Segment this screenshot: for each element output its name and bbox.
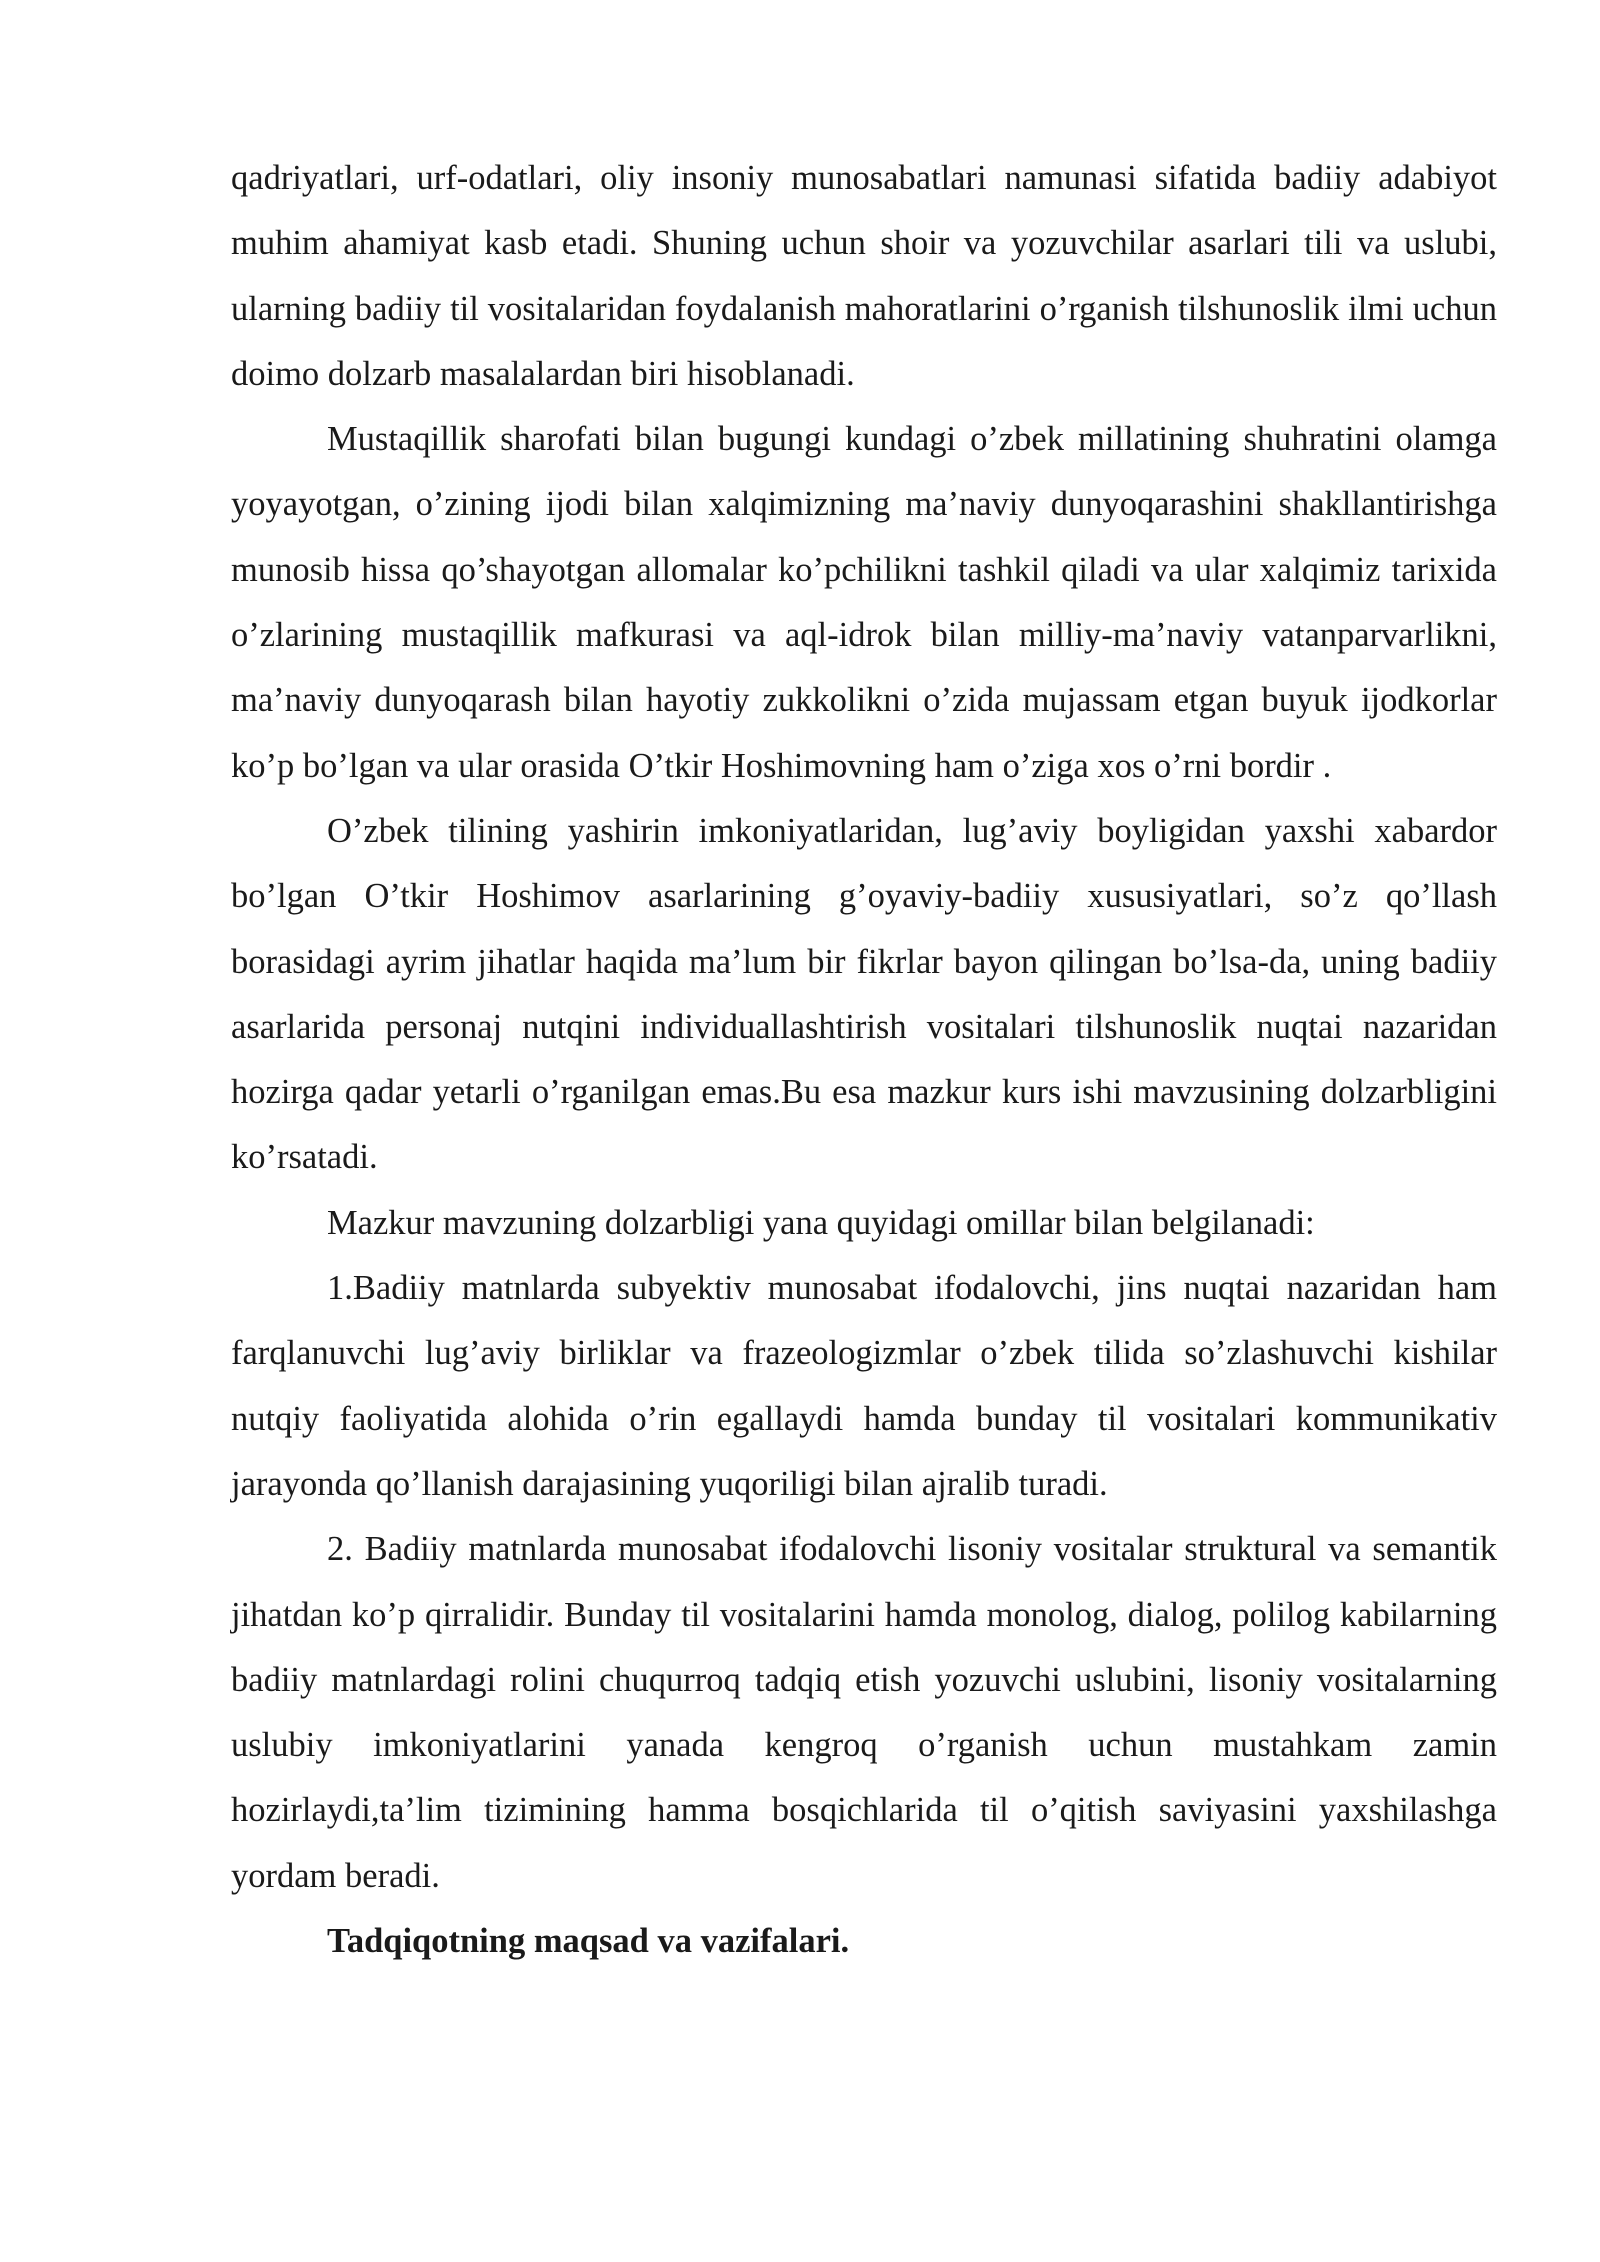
- paragraph-factor-2: 2. Badiiy matnlarda munosabat ifodalovchi lisoniy vositalar struktural va semantik jihatdan ko’p qirralidir. Bunday til vositalarini hamda monolog, dialog, polilog kabilarning badiiy matnlardagi rolini chuqurroq tadqiq etish yozuvchi uslubini, lisoniy vositalarning uslubiy imkoniyatlarini yanada kengroq o’rganish uchun mustahkam zamin hozirlaydi,ta’lim tizimining hamma bosqichlarida til o’qitish saviyasini yaxshilashga yordam beradi.: [231, 1530, 1497, 1895]
- paragraph-independence: Mustaqillik sharofati bilan bugungi kundagi o’zbek millatining shuhratini olamga yoyayotgan, o’zining ijodi bilan xalqimizning ma’naviy dunyoqarashini shakllantirishga munosib hissa qo’shayotgan allomalar ko’pchilikni tashkil qiladi va ular xalqimiz tarixida o’zlarining mustaqillik mafkurasi va aql-idrok bilan milliy-ma’naviy vatanparvarlikni, ma’naviy dunyoqarash bilan hayotiy zukkolikni o’zida mujassam etgan buyuk ijodkorlar ko’p bo’lgan va ular orasida O’tkir Hoshimovning ham o’ziga xos o’rni bordir .: [231, 420, 1497, 785]
- document-body: [231, 146, 1497, 1974]
- paragraph-language-relevance: O’zbek tilining yashirin imkoniyatlaridan, lug’aviy boyligidan yaxshi xabardor bo’lgan O’tkir Hoshimov asarlarining g’oyaviy-badiiy xususiyatlari, so’z qo’llash borasidagi ayrim jihatlar haqida ma’lum bir fikrlar bayon qilingan bo’lsa-da, uning badiiy asarlarida personaj nutqini individuallashtirish vositalari tilshunoslik nuqtai nazaridan hozirga qadar yetarli o’rganilgan emas.Bu esa mazkur kurs ishi mavzusining dolzarbligini ko’rsatadi.: [231, 811, 1497, 1177]
- paragraph-factor-1: 1.Badiiy matnlarda subyektiv munosabat ifodalovchi, jins nuqtai nazaridan ham farqlanuvchi lug’aviy birliklar va frazeologizmlar o’zbek tilida so’zlashuvchi kishilar nutqiy faoliyatida alohida o’rin egallaydi hamda bunday til vositalari kommunikativ jarayonda qo’llanish darajasining yuqoriligi bilan ajralib turadi.: [231, 1269, 1497, 1503]
- paragraph-factors-intro: Mazkur mavzuning dolzarbligi yana quyidagi omillar bilan belgilanadi:: [327, 1203, 1315, 1242]
- paragraph-continued: qadriyatlari, urf-odatlari, oliy insoniy munosabatlari namunasi sifatida badiiy adabiyot muhim ahamiyat kasb etadi. Shuning uchun shoir va yozuvchilar asarlari tili va uslubi, ularning badiiy til vositalaridan foydalanish mahoratlarini o’rganish tilshunoslik ilmi uchun doimo dolzarb masalalardan biri hisoblanadi.: [231, 159, 1497, 393]
- section-heading: Tadqiqotning maqsad va vazifalari.: [327, 1922, 850, 1961]
